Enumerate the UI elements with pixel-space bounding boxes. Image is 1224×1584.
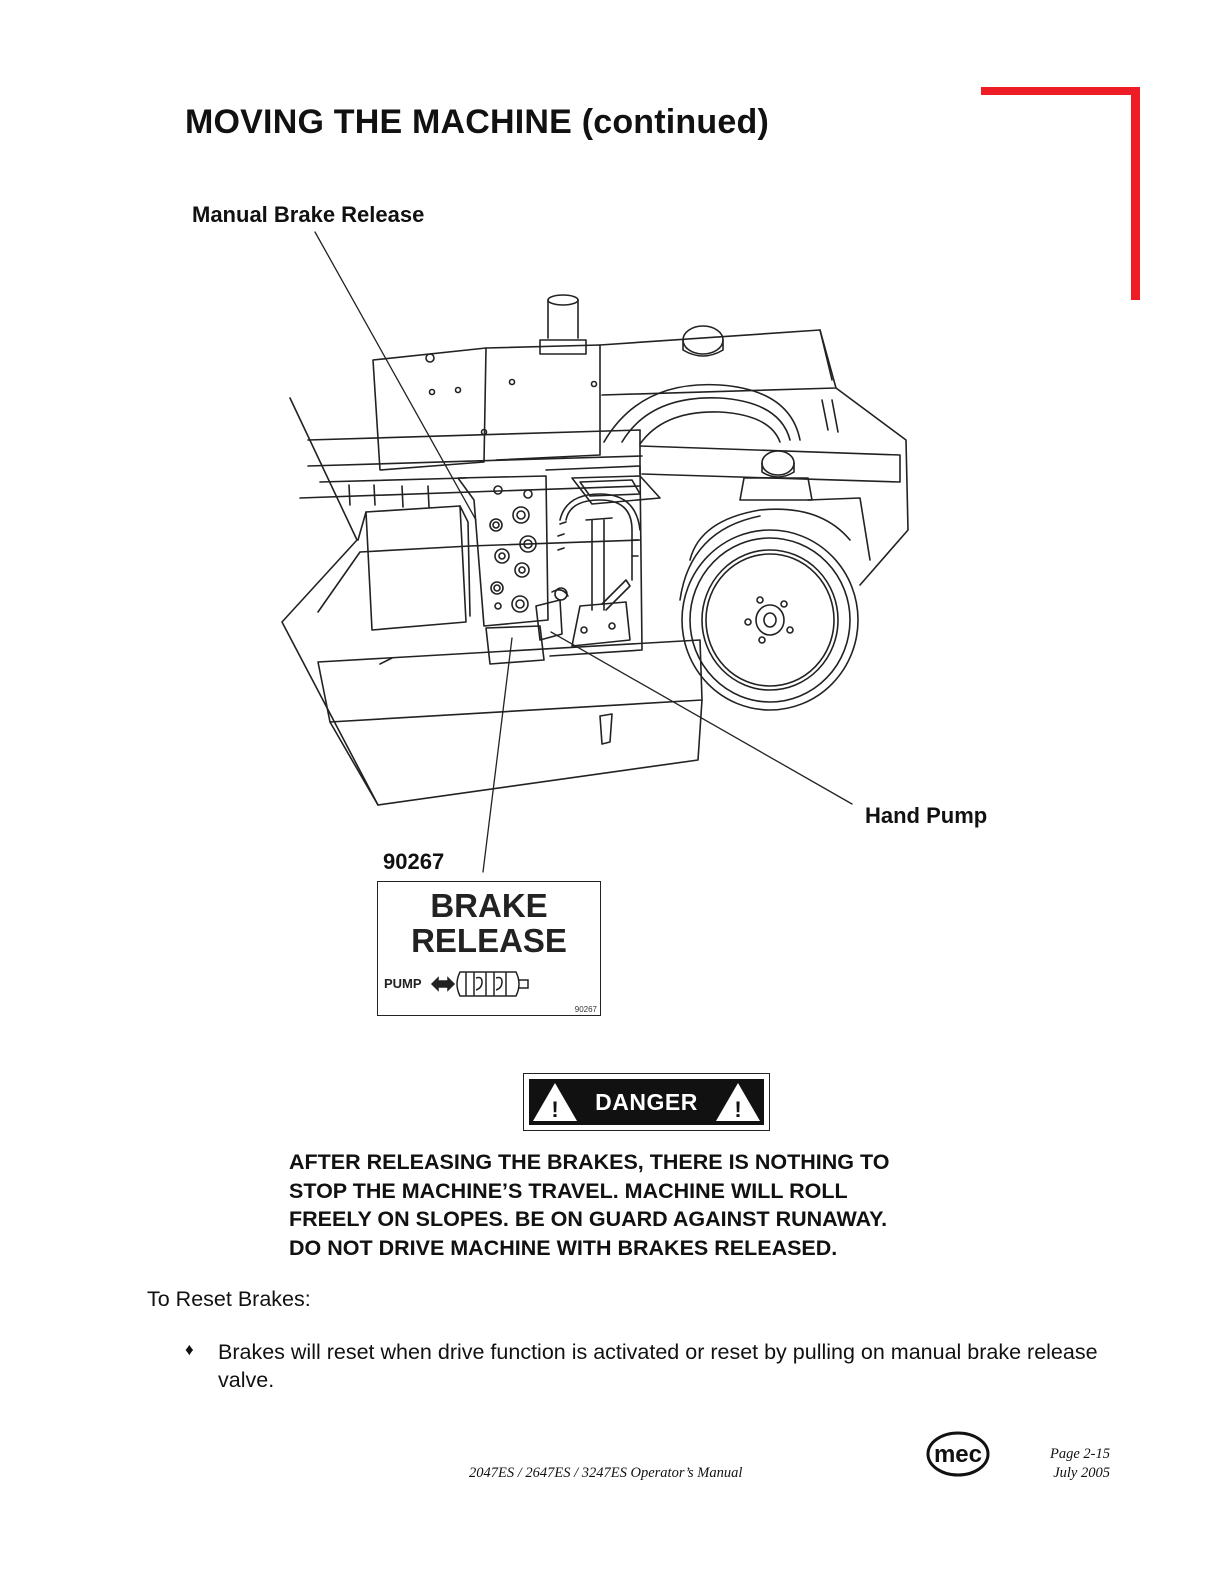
- footer-date: July 2005: [1053, 1465, 1110, 1481]
- svg-text:!: !: [551, 1097, 559, 1122]
- footer-manual-title: 2047ES / 2647ES / 3247ES Operator’s Manual: [469, 1465, 743, 1481]
- mec-logo: [925, 1430, 991, 1478]
- reset-heading: To Reset Brakes:: [147, 1287, 311, 1311]
- reset-bullet-text: Brakes will reset when drive function is activated or reset by pulling on manual brake release valve.: [218, 1340, 1098, 1392]
- danger-label: DANGER: [595, 1089, 698, 1115]
- pump-valve-icon: [430, 964, 540, 1004]
- danger-warning-text: [289, 1148, 989, 1262]
- page-title: MOVING THE MACHINE (continued): [185, 103, 769, 141]
- logo-text: mec: [933, 1441, 983, 1468]
- footer-page-info: [1030, 1445, 1110, 1483]
- svg-text:!: !: [734, 1097, 742, 1122]
- warning-line: FREELY ON SLOPES. BE ON GUARD AGAINST RUNAWAY.: [289, 1207, 888, 1231]
- decal-title-line1: BRAKE: [430, 887, 548, 924]
- danger-banner-fill: [529, 1079, 764, 1125]
- decal-title-line2: RELEASE: [411, 922, 567, 959]
- decal-pump-label: PUMP: [384, 976, 422, 991]
- warning-triangle-icon: [714, 1081, 762, 1123]
- decal-code: 90267: [574, 1005, 597, 1014]
- callout-decal-number: 90267: [383, 849, 445, 874]
- warning-line: STOP THE MACHINE’S TRAVEL. MACHINE WILL ROLL: [289, 1178, 848, 1203]
- danger-banner: [523, 1073, 770, 1131]
- callout-manual-brake-release: Manual Brake Release: [192, 202, 425, 227]
- warning-line: AFTER RELEASING THE BRAKES, THERE IS NOTHING TO: [289, 1150, 890, 1174]
- bullet-diamond-icon: ♦: [185, 1340, 194, 1359]
- footer-page-number: Page 2-15: [1050, 1446, 1110, 1462]
- decal-title: [378, 888, 600, 958]
- brake-release-decal: [377, 881, 601, 1016]
- callout-hand-pump: Hand Pump: [865, 803, 988, 828]
- warning-line: DO NOT DRIVE MACHINE WITH BRAKES RELEASED.: [289, 1235, 838, 1260]
